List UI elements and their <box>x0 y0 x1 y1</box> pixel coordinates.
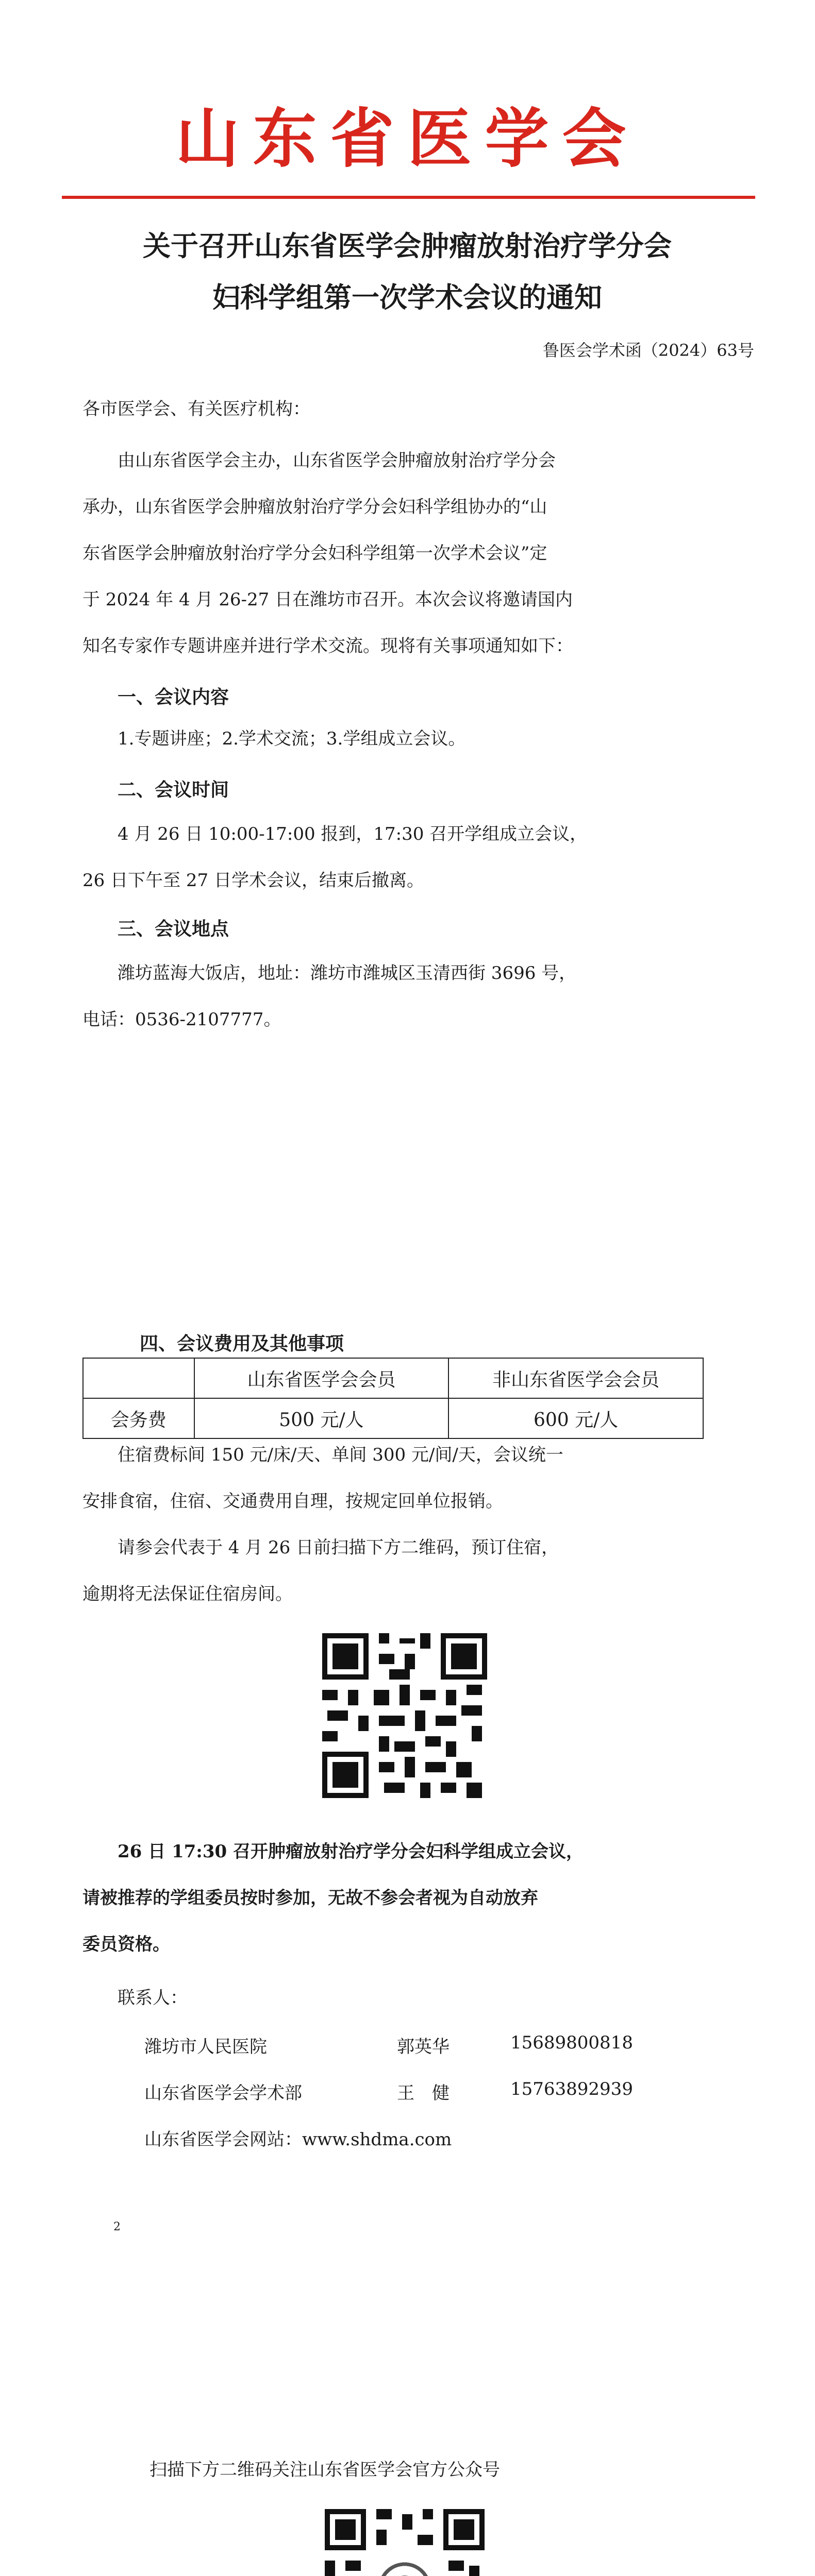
registration-qr-code[interactable] <box>317 1628 492 1803</box>
intro-line: 承办，山东省医学会肿瘤放射治疗学分会妇科学组协办的“山 <box>82 497 547 517</box>
intro-line: 东省医学会肿瘤放射治疗学分会妇科学组第一次学术会议”定 <box>82 543 547 564</box>
wechat-qr-code[interactable] <box>320 2504 490 2576</box>
document-number: 鲁医会学术函（2024）63号 <box>542 341 754 360</box>
contact-name: 郭英华 <box>397 2037 450 2057</box>
table-cell-fee-nonmember: 600 元/人 <box>448 1398 703 1438</box>
lodging-line: 住宿费标间 150 元/床/天、单间 300 元/间/天，会议统一 <box>118 1445 563 1465</box>
contact-org: 山东省医学会学术部 <box>144 2083 302 2104</box>
lodging-line: 安排食宿，住宿、交通费用自理，按规定回单位报销。 <box>82 1491 503 1512</box>
contact-phone[interactable]: 15763892939 <box>510 2079 633 2099</box>
time-line: 4 月 26 日 10:00-17:00 报到，17:30 召开学组成立会议， <box>118 824 588 844</box>
intro-line: 由山东省医学会主办，山东省医学会肿瘤放射治疗学分会 <box>118 450 556 471</box>
document-title-line2: 妇科学组第一次学术会议的通知 <box>212 281 602 314</box>
salutation: 各市医学会、有关医疗机构： <box>82 399 310 419</box>
table-cell-fee-member: 500 元/人 <box>194 1398 449 1438</box>
register-line: 请参会代表于 4 月 26 日前扫描下方二维码，预订住宿， <box>118 1537 559 1558</box>
table-header-member: 山东省医学会会员 <box>194 1358 449 1398</box>
section-heading-fees: 四、会议费用及其他事项 <box>140 1333 344 1354</box>
venue-line: 电话：0536-2107777。 <box>82 1009 281 1030</box>
qr-code-icon <box>320 2504 490 2576</box>
document-title-line1: 关于召开山东省医学会肿瘤放射治疗学分会 <box>143 230 672 262</box>
notice-line: 委员资格。 <box>82 1934 170 1955</box>
time-line: 26 日下午至 27 日学术会议，结束后撤离。 <box>82 870 424 891</box>
section-heading-venue: 三、会议地点 <box>118 919 229 940</box>
venue-line: 潍坊蓝海大饭店，地址：潍坊市潍城区玉清西街 3696 号， <box>118 963 577 984</box>
section-content-text: 1.专题讲座；2.学术交流；3.学组成立会议。 <box>118 728 466 749</box>
section-heading-content: 一、会议内容 <box>118 687 229 708</box>
page-number: 2 <box>113 2221 121 2233</box>
scan-instruction: 扫描下方二维码关注山东省医学会官方公众号 <box>149 2460 500 2480</box>
contact-name: 王 健 <box>397 2083 450 2104</box>
contact-org: 潍坊市人民医院 <box>144 2037 267 2057</box>
contact-label: 联系人： <box>118 1988 188 2008</box>
notice-line: 请被推荐的学组委员按时参加，无故不参会者视为自动放弃 <box>82 1888 538 1908</box>
qr-code-icon <box>317 1628 492 1803</box>
table-header-nonmember: 非山东省医学会会员 <box>448 1358 703 1398</box>
contact-phone[interactable]: 15689800818 <box>510 2032 633 2053</box>
fee-table <box>82 1327 704 1439</box>
section-heading-time: 二、会议时间 <box>118 779 229 801</box>
website-link[interactable]: 山东省医学会网站：www.shdma.com <box>144 2129 452 2150</box>
register-line: 逾期将无法保证住宿房间。 <box>82 1584 293 1604</box>
intro-line: 知名专家作专题讲座并进行学术交流。现将有关事项通知如下： <box>82 636 573 656</box>
organization-header: 山东省医学会 <box>175 102 640 176</box>
table-row-label: 会务费 <box>83 1398 194 1438</box>
header-red-rule <box>62 196 755 199</box>
table-corner-cell <box>83 1358 194 1398</box>
notice-line: 26 日 17:30 召开肿瘤放射治疗学分会妇科学组成立会议， <box>118 1841 584 1862</box>
intro-line: 于 2024 年 4 月 26-27 日在潍坊市召开。本次会议将邀请国内 <box>82 589 573 610</box>
